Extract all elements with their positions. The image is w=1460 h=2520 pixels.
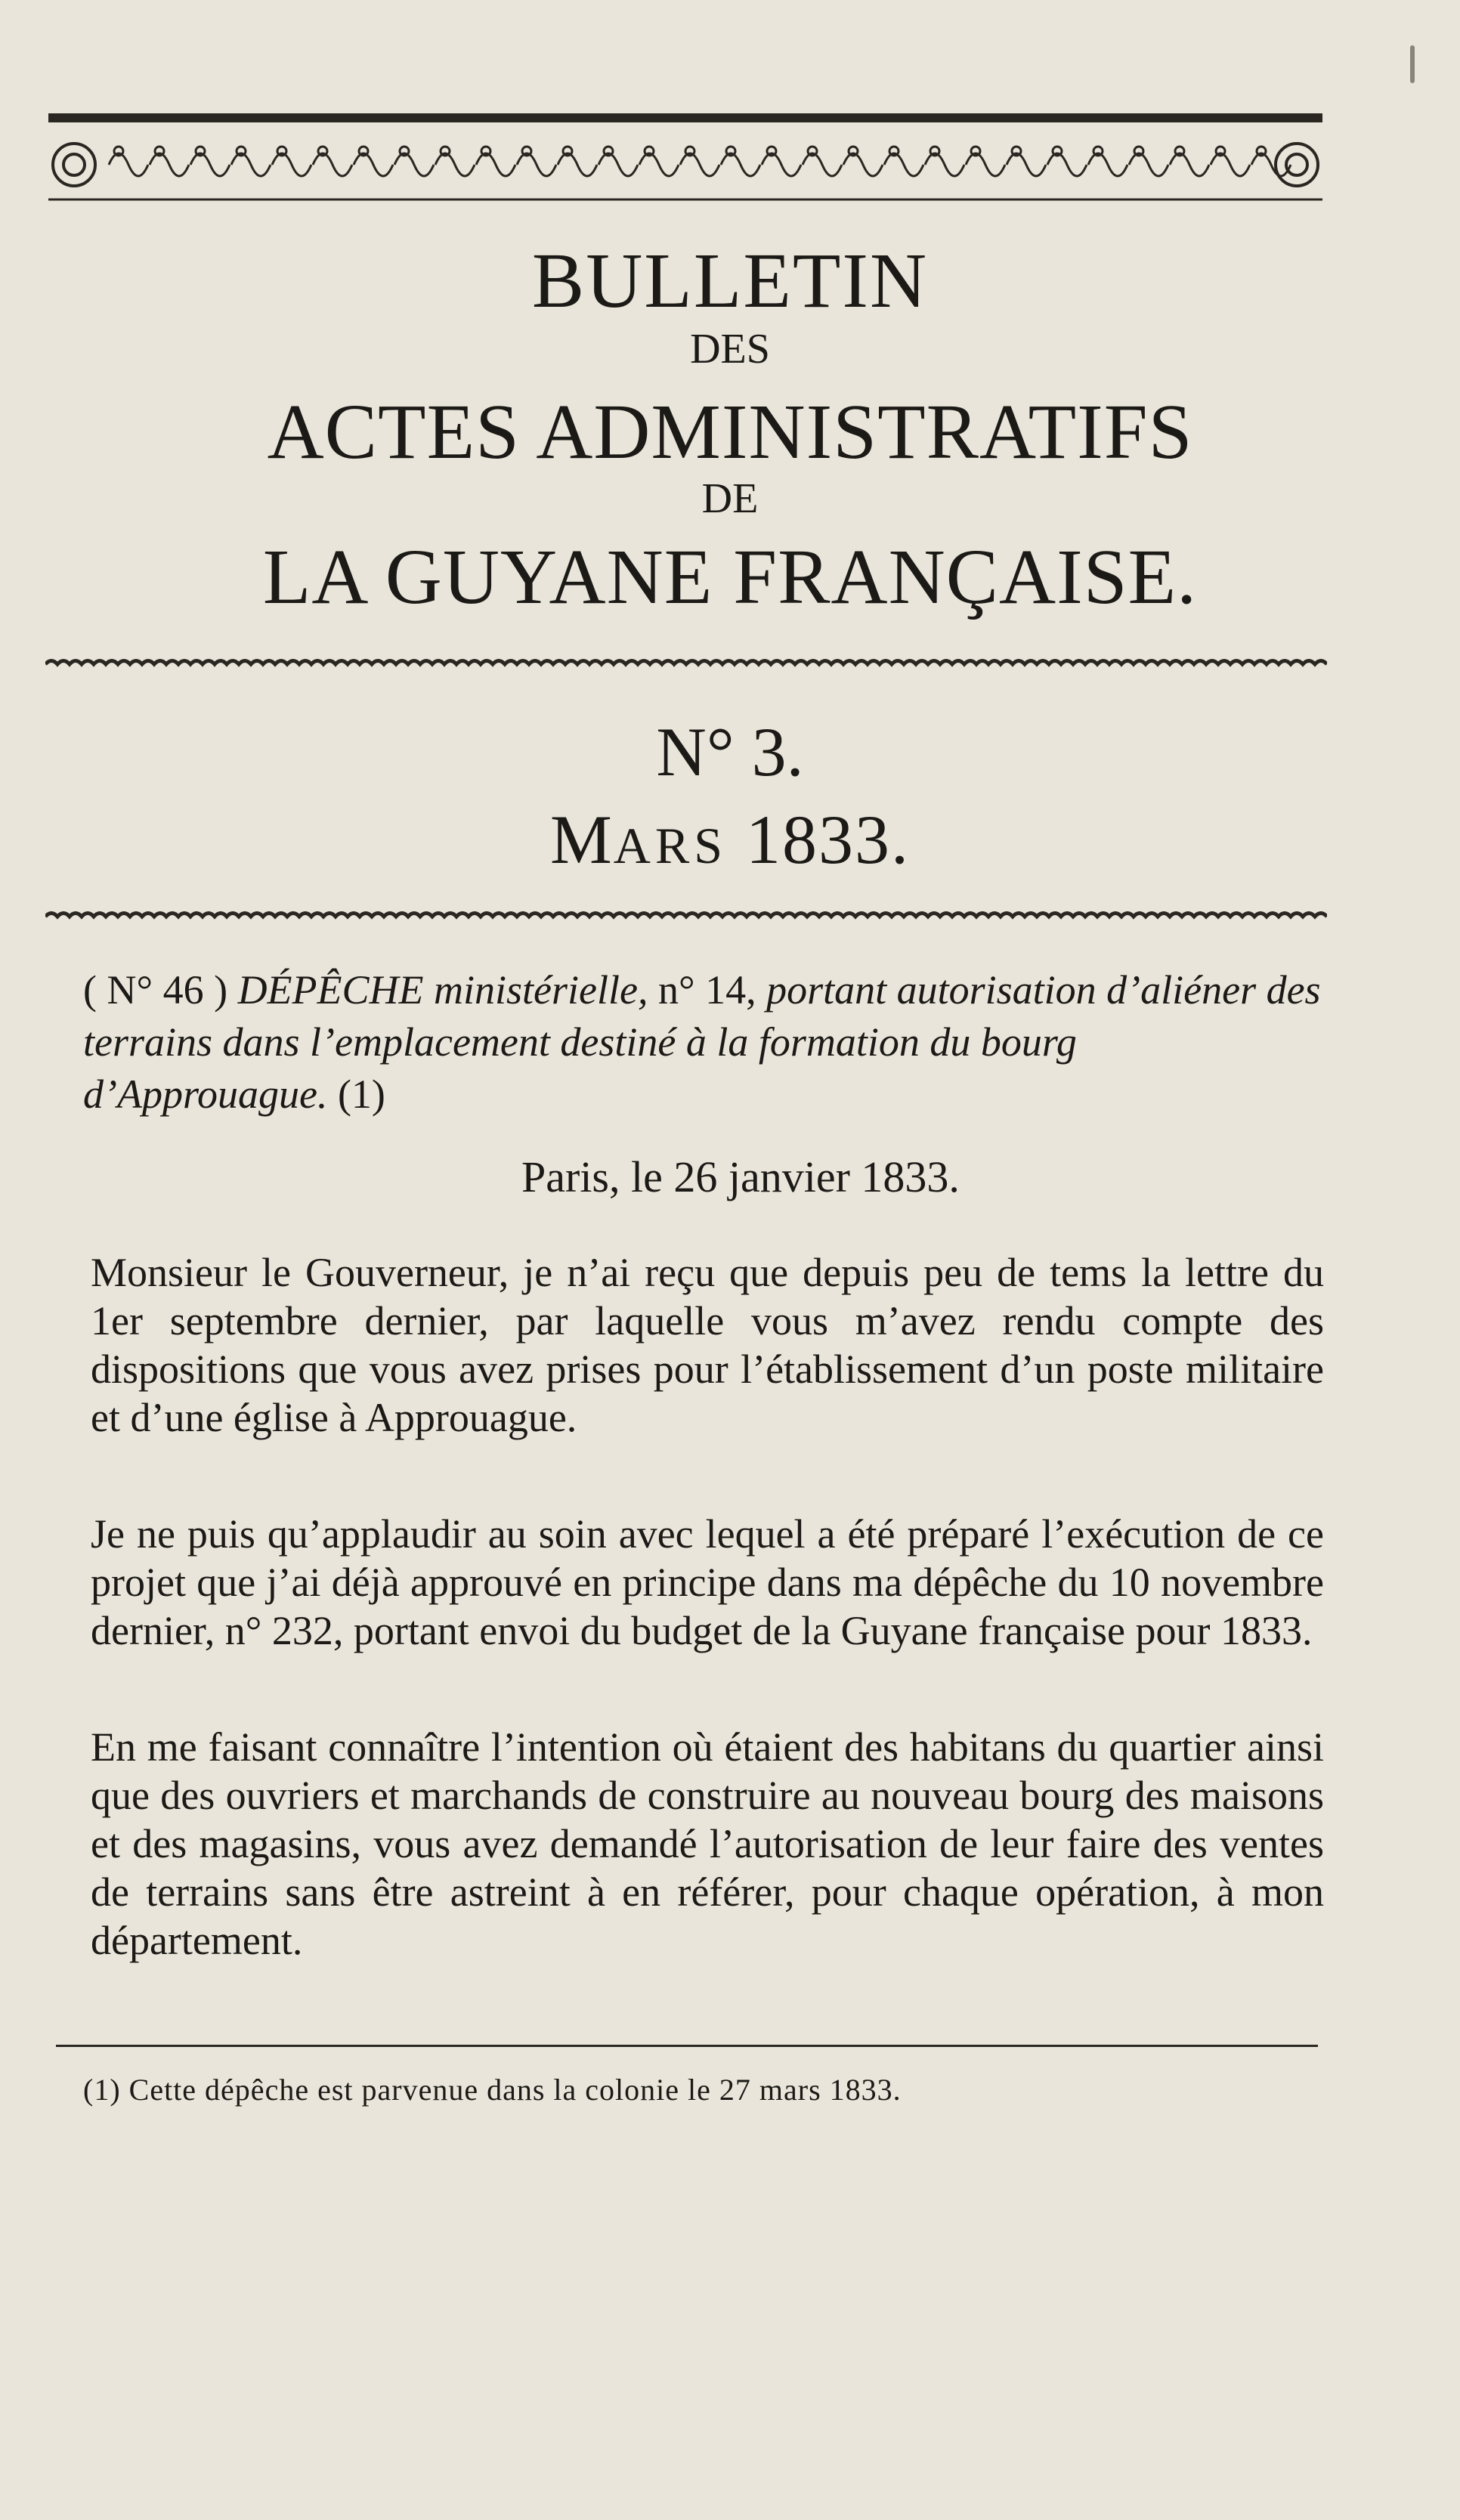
ornament-scroll bbox=[1047, 153, 1087, 176]
ornament-scroll bbox=[721, 153, 760, 176]
title-bulletin: BULLETIN bbox=[531, 237, 929, 324]
header-top-rule bbox=[48, 113, 1322, 122]
ornament-scroll bbox=[476, 153, 515, 176]
heading-note: (1) bbox=[337, 1071, 385, 1117]
ornamental-border bbox=[48, 128, 1322, 201]
wavy-divider-top bbox=[45, 656, 1327, 673]
issue-year: 1833. bbox=[746, 801, 911, 878]
ornament-scroll bbox=[558, 153, 597, 176]
ornament-scroll bbox=[1007, 153, 1046, 176]
ornament-scroll bbox=[925, 153, 964, 176]
ornament-scroll bbox=[639, 153, 679, 176]
title-de: DE bbox=[701, 475, 759, 522]
heading-italic-2: portant autorisation d’aliéner des terrains dans l’emplacement destiné à la formation du bourg d’Approuague. bbox=[83, 967, 1321, 1117]
ornament-scroll bbox=[680, 153, 719, 176]
article-heading bbox=[83, 964, 1322, 1121]
dateline: Paris, le 26 janvier 1833. bbox=[521, 1152, 960, 1201]
title-guyane-francaise: LA GUYANE FRANÇAISE. bbox=[262, 533, 1198, 620]
ornament-scroll bbox=[272, 153, 311, 176]
heading-lead: DÉPÊCHE bbox=[237, 967, 424, 1013]
ornament-scroll bbox=[762, 153, 801, 176]
ornament-scroll bbox=[313, 153, 352, 176]
footnote-rule bbox=[56, 2045, 1318, 2047]
ornament-scroll bbox=[190, 153, 230, 176]
paragraph-3: En me faisant connaître l’intention où étaient des habitans du quartier ainsi que des ouvriers et marchands de construire au nouveau bourg des maisons et des magasins, vous avez demandé l’autorisation de leur faire des ventes de terrains sans être astreint à en référer, pour chaque opération, à mon département. bbox=[91, 1724, 1324, 1963]
ornament-scroll bbox=[1170, 153, 1209, 176]
wavy-divider-bottom bbox=[45, 908, 1327, 925]
ornament-scroll bbox=[599, 153, 638, 176]
ornament-scroll bbox=[394, 153, 434, 176]
issue-month-initial: M bbox=[549, 801, 614, 878]
title-actes-administratifs: ACTES ADMINISTRATIFS bbox=[267, 388, 1193, 475]
ornament-scroll bbox=[1129, 153, 1168, 176]
ornament-scroll bbox=[1088, 153, 1127, 176]
heading-number: n° 14, bbox=[657, 967, 756, 1013]
ornament-scroll bbox=[884, 153, 923, 176]
ornament-scroll bbox=[966, 153, 1005, 176]
ornament-scroll bbox=[150, 153, 189, 176]
issue-number: N° 3. bbox=[656, 713, 804, 790]
heading-italic-1: ministérielle, bbox=[434, 967, 648, 1013]
ornament-scroll bbox=[803, 153, 842, 176]
ornament-scroll bbox=[354, 153, 393, 176]
ornament-scroll bbox=[435, 153, 475, 176]
title-des: DES bbox=[690, 326, 770, 373]
footnote: (1) Cette dépêche est parvenue dans la colonie le 27 mars 1833. bbox=[83, 2073, 902, 2107]
paragraph-1: Monsieur le Gouverneur, je n’ai reçu que depuis peu de tems la lettre du 1er septembre dernier, par laquelle vous m’avez rendu compte des dispositions que vous avez prises pour l’établissement d’un poste militaire et d’une église à Approuague. bbox=[91, 1250, 1324, 1440]
margin-mark bbox=[1410, 45, 1415, 83]
ornament-scroll bbox=[109, 153, 148, 176]
paragraph-2: Je ne puis qu’applaudir au soin avec lequel a été préparé l’exécution de ce projet que j’ai déjà approuvé en principe dans ma dépêche du 10 novembre dernier, n° 232, portant envoi du budget de la Guyane française pour 1833. bbox=[91, 1511, 1324, 1653]
article-ref: ( N° 46 ) bbox=[83, 967, 228, 1013]
ornament-scroll bbox=[1211, 153, 1250, 176]
issue-month-rest: ARS bbox=[613, 817, 728, 874]
ornament-scroll bbox=[231, 153, 271, 176]
ornament-scroll bbox=[517, 153, 556, 176]
ornament-scroll bbox=[843, 153, 883, 176]
issue-date bbox=[0, 799, 1460, 880]
